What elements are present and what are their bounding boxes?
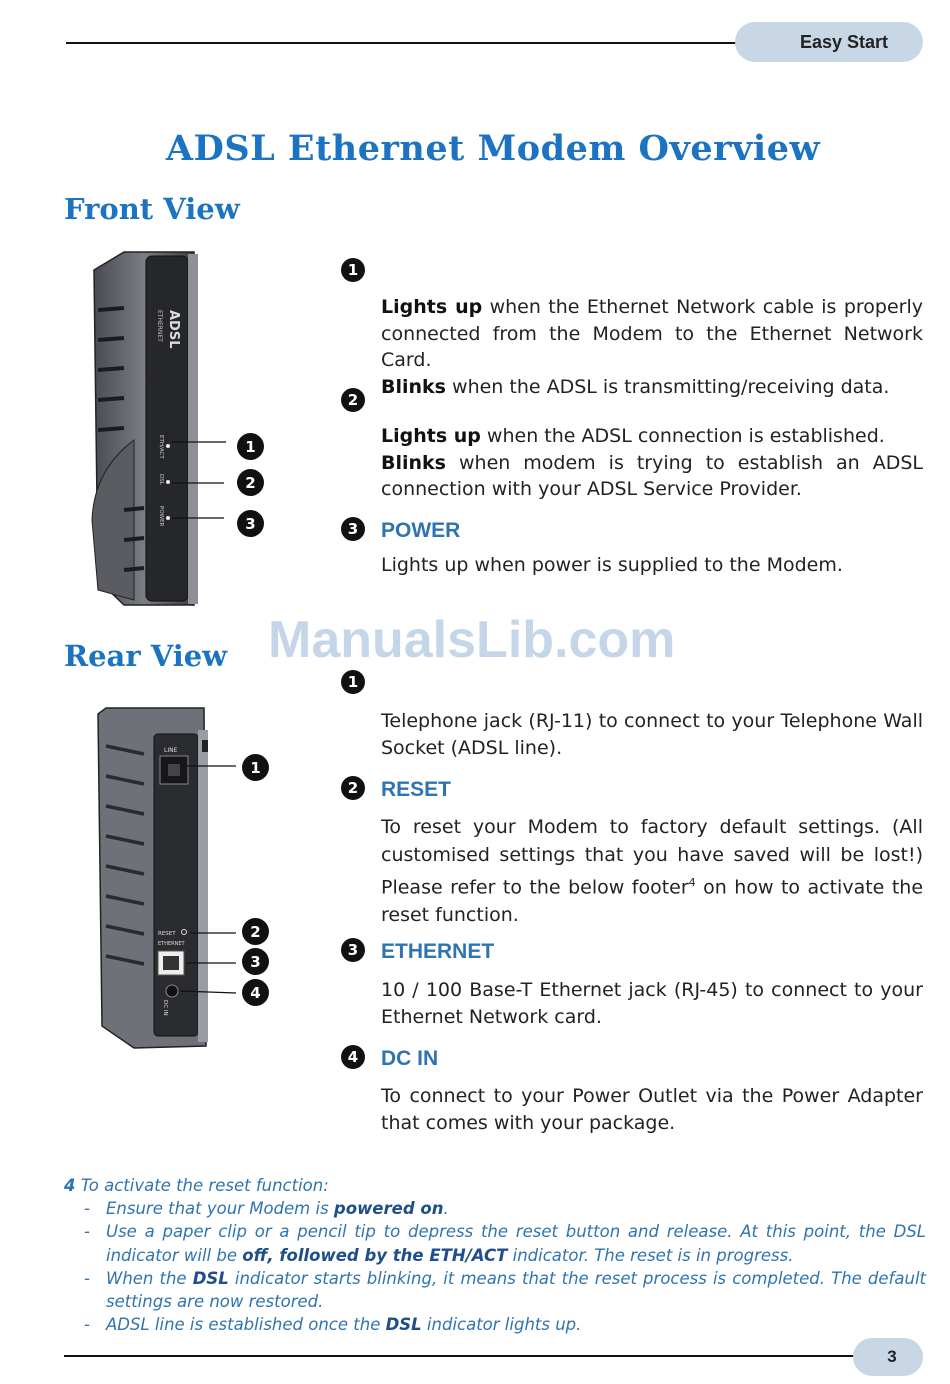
front-item-2-text: Lights up when the ADSL connection is established. Blinks when modem is trying to establish an ADSL connection with your ADSL Service Provider.: [381, 425, 923, 500]
footnote-number: 4: [64, 1176, 76, 1195]
rear-callout-2: 2: [242, 918, 269, 945]
front-callout-2: 2: [237, 469, 264, 496]
front-item-3-text: Lights up when power is supplied to the Modem.: [381, 554, 843, 576]
front-item-1-text: Lights up when the Ethernet Network cable is properly connected from the Modem to the Ethernet Network Card. Blinks when the ADSL is transmitting/receiving data.: [381, 296, 923, 398]
footnote-reference: 4: [688, 876, 696, 889]
front-device-ethernet-label: ETHERNET: [156, 310, 163, 342]
rear-view-device-illustration: [94, 706, 254, 1056]
rear-item-1-text: Telephone jack (RJ-11) to connect to your Telephone Wall Socket (ADSL line).: [381, 710, 923, 759]
rear-item-4-heading: DC IN: [381, 1047, 439, 1070]
front-item-3-marker: 3: [341, 517, 365, 541]
footnote-intro-text: To activate the reset function:: [80, 1176, 329, 1195]
front-item-3-heading: POWER: [381, 519, 461, 542]
page-title: ADSL Ethernet Modem Overview: [165, 128, 821, 169]
front-item-1-marker: 1: [341, 258, 365, 282]
front-led-label-power: POWER: [158, 506, 164, 527]
rear-callout-3: 3: [242, 948, 269, 975]
header-tab-label: Easy Start: [799, 31, 889, 52]
rear-item-2-text: To reset your Modem to factory default settings. (All customised settings that you have saved will be lost!) Please refer to the below footer$^4$ on how to activate the reset function.: [381, 816, 924, 926]
header-rule: [66, 42, 770, 44]
rear-callout-1: 1: [242, 754, 269, 781]
rear-port-label-ethernet: ETHERNET: [158, 941, 185, 947]
watermark: ManualsLib.com: [268, 611, 676, 669]
front-led-label-dsl: DSL: [158, 474, 164, 485]
front-view-title: Front View: [64, 192, 240, 226]
rear-item-2-heading: RESET: [381, 778, 452, 801]
rear-port-label-reset: RESET: [158, 931, 176, 937]
rear-item-2-marker: 2: [341, 776, 365, 800]
footnote-step: - Ensure that your Modem is powered on.: [84, 1199, 449, 1218]
rear-item-3-marker: 3: [341, 938, 365, 962]
rear-view-title: Rear View: [64, 639, 228, 673]
rear-item-4-text: To connect to your Power Outlet via the Power Adapter that comes with your package.: [381, 1085, 923, 1134]
footnote-steps: [64, 1197, 926, 1337]
footer-rule: [64, 1355, 864, 1357]
rear-item-4-marker: 4: [341, 1045, 365, 1069]
page-number: 3: [887, 1347, 897, 1366]
footnote-step: - ADSL line is established once the DSL indicator lights up.: [84, 1315, 582, 1335]
footnote-step: - Use a paper clip or a pencil tip to depress the reset button and release. At this point, the DSL indicator will be off, followed by the ETH/ACT indicator. The reset is in progress.: [84, 1222, 926, 1265]
front-device-adsl-label: ADSL: [166, 310, 181, 349]
rear-item-3-text: 10 / 100 Base-T Ethernet jack (RJ-45) to connect to your Ethernet Network card.: [381, 979, 923, 1028]
rear-port-label-dcin: DC IN: [162, 1000, 168, 1016]
page-number-tab: [853, 1338, 923, 1376]
rear-port-label-line: LINE: [164, 747, 178, 754]
footnote-step: - When the DSL indicator starts blinking, it means that the reset process is completed. The default settings are now restored.: [84, 1268, 926, 1312]
front-led-label-eth: ETH/ACT: [158, 435, 164, 459]
front-view-device-illustration: [84, 250, 274, 610]
footnote-intro: [64, 1174, 926, 1197]
rear-callout-4: 4: [242, 979, 269, 1006]
front-item-2-marker: 2: [341, 388, 365, 412]
front-callout-3: 3: [237, 510, 264, 537]
rear-item-3-heading: ETHERNET: [381, 940, 495, 963]
front-callout-1: 1: [237, 433, 264, 460]
header-tab: [735, 22, 923, 62]
rear-item-1-marker: 1: [341, 670, 365, 694]
